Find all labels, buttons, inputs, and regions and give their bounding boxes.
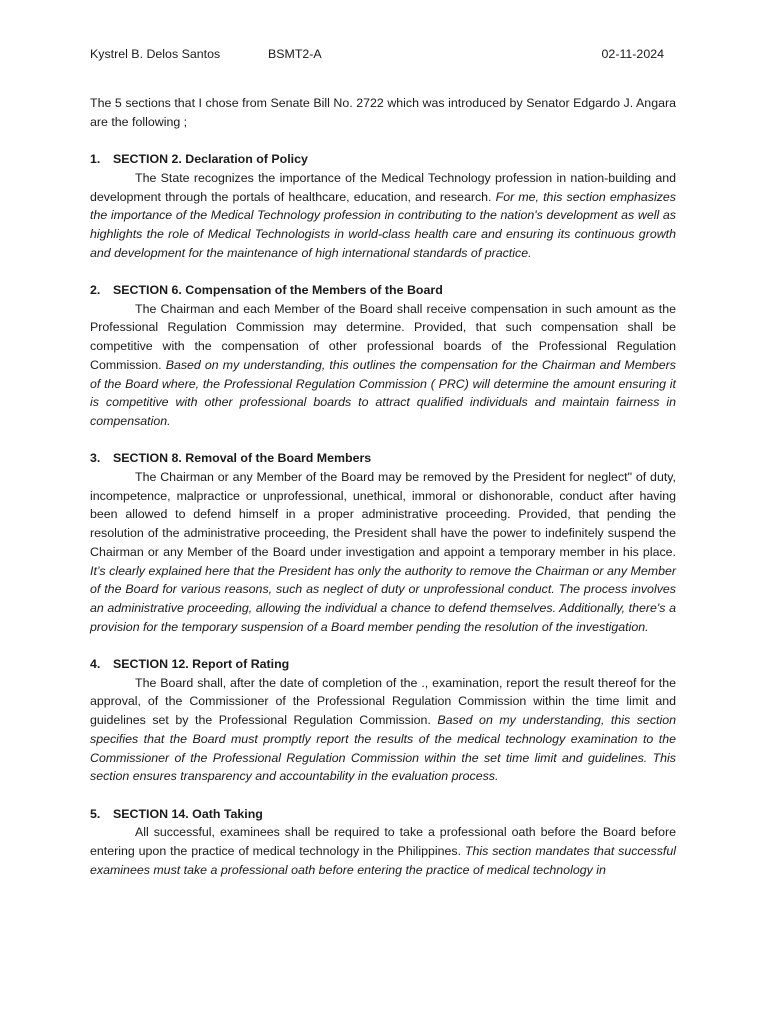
section-4 bbox=[90, 655, 676, 786]
section-body bbox=[90, 674, 676, 786]
section-body bbox=[90, 300, 676, 431]
document-date: 02-11-2024 bbox=[601, 47, 664, 61]
section-title: SECTION 14. Oath Taking bbox=[113, 806, 263, 821]
section-1 bbox=[90, 150, 676, 262]
section-commentary: For me, this section emphasizes the importance of the Medical Technology profession in contributing to the nation's development as well as highlights the role of Medical Technologists in world-class health care and ensuring its continuous growth and development for the maintenance of high international standards of practice. bbox=[90, 189, 677, 260]
section-body bbox=[90, 169, 676, 263]
section-number: 3. bbox=[90, 451, 101, 466]
document-body bbox=[90, 94, 676, 879]
section-body bbox=[90, 823, 676, 879]
section-heading bbox=[90, 281, 676, 300]
section-commentary: Based on my understanding, this section specifies that the Board must promptly report the results of the medical technology examination to the Commissioner of the Professional Regulation Commission within the set time limit and guidelines. This section ensures transparency and accountability in the evaluation process. bbox=[90, 713, 676, 784]
section-heading bbox=[90, 449, 676, 468]
section-commentary: Based on my understanding, this outlines the compensation for the Chairman and Members of the Board where, the Professional Regulation Commission ( PRC) will determine the amount ensuring it is competitive with other professional boards to attract qualified individuals and maintain fairness in compensation. bbox=[90, 357, 677, 428]
section-number: 1. bbox=[90, 152, 101, 167]
section-commentary: This section mandates that successful examinees must take a professional oath before entering the practice of medical technology in bbox=[90, 844, 676, 877]
section-2 bbox=[90, 281, 676, 431]
section-commentary: It’s clearly explained here that the President has only the authority to remove the Chairman or any Member of the Board for various reasons, such as neglect of duty or unprofessional conduct. The process involves an administrative proceeding, allowing the individual a chance to defend themselves. Additionally, there's a provision for the temporary suspension of a Board member pending the resolution of the investigation. bbox=[90, 563, 676, 634]
section-text: The State recognizes the importance of the Medical Technology profession in nation-building and development through the portals of healthcare, education, and research. bbox=[90, 170, 676, 204]
course-section: BSMT2-A bbox=[268, 47, 322, 61]
author-name: Kystrel B. Delos Santos bbox=[90, 47, 221, 61]
section-heading bbox=[90, 150, 676, 169]
section-text: The Chairman or any Member of the Board may be removed by the President for neglect" of duty, incompetence, malpractice or unprofessional, unethical, immoral or dishonorable, conduct after having been allowed to defend himself in a proper administrative proceeding. Provided, that pending the resolution of the administrative proceeding, the President shall have the power to indefinitely suspend the Chairman or any Member of the Board under investigation and appoint a temporary member in his place. bbox=[90, 470, 676, 559]
section-3 bbox=[90, 449, 676, 636]
document-header bbox=[90, 47, 678, 65]
section-number: 4. bbox=[90, 657, 101, 672]
section-title: SECTION 2. Declaration of Policy bbox=[113, 152, 308, 167]
section-heading bbox=[90, 655, 676, 674]
section-number: 2. bbox=[90, 283, 101, 297]
section-text: All successful, examinees shall be required to take a professional oath before the Board before entering upon the practice of medical technology in the Philippines. bbox=[90, 825, 676, 859]
section-title: SECTION 12. Report of Rating bbox=[113, 657, 290, 672]
section-number: 5. bbox=[90, 806, 101, 821]
intro-paragraph: The 5 sections that I chose from Senate Bill No. 2722 which was introduced by Senator Edgardo J. Angara are the following ; bbox=[90, 96, 676, 129]
section-5 bbox=[90, 805, 676, 880]
section-heading bbox=[90, 805, 676, 824]
section-text: The Chairman and each Member of the Board shall receive compensation in such amount as the Professional Regulation Commission may determine. Provided, that such compensation shall be competitive with the compensation of other professional boards of the Professional Regulation Commission. bbox=[90, 301, 676, 372]
section-title: SECTION 8. Removal of the Board Members bbox=[113, 451, 372, 466]
section-body bbox=[90, 468, 676, 636]
section-text: The Board shall, after the date of completion of the ., examination, report the result thereof for the approval, of the Commissioner of the Professional Regulation Commission within the time limit and guidelines set by the Professional Regulation Commission. bbox=[90, 675, 676, 728]
section-title: SECTION 6. Compensation of the Members of the Board bbox=[113, 283, 443, 297]
